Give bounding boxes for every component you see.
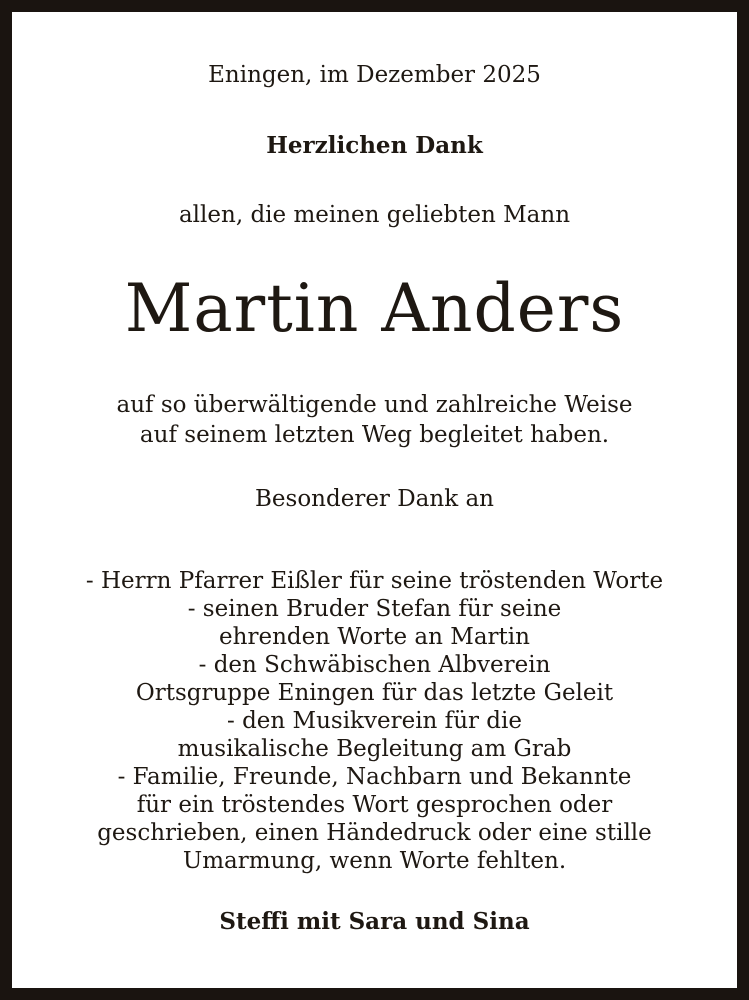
notice-heading: Herzlichen Dank [266, 132, 483, 159]
thanks-line: - den Schwäbischen Albverein [198, 652, 551, 678]
thanks-list [12, 567, 737, 875]
accompaniment-line: auf so überwältigende und zahlreiche Weise [116, 392, 633, 418]
special-thanks-label: Besonderer Dank an [255, 486, 494, 512]
signature: Steffi mit Sara und Sina [219, 908, 530, 935]
accompaniment-text [12, 390, 737, 450]
thanks-line: für ein tröstendes Wort gesprochen oder [136, 792, 613, 818]
thanks-line: Ortsgruppe Eningen für das letzte Geleit [135, 680, 614, 706]
thanks-line: musikalische Begleitung am Grab [177, 736, 572, 762]
thanks-line: - Herrn Pfarrer Eißler für seine tröstenden Worte [85, 568, 664, 594]
accompaniment-line: auf seinem letzten Weg begleitet haben. [139, 422, 610, 448]
thanks-line: ehrenden Worte an Martin [219, 624, 530, 650]
place-date: Eningen, im Dezember 2025 [208, 62, 541, 88]
thanks-line: geschrieben, einen Händedruck oder eine stille [97, 820, 652, 846]
thanks-line: - seinen Bruder Stefan für seine [187, 596, 562, 622]
thanks-line: - Familie, Freunde, Nachbarn und Bekannte [117, 764, 632, 790]
thanks-line: Umarmung, wenn Worte fehlten. [182, 848, 567, 874]
intro-text: allen, die meinen geliebten Mann [178, 202, 571, 228]
thanks-line: - den Musikverein für die [226, 708, 522, 734]
deceased-name: Martin Anders [124, 270, 625, 347]
